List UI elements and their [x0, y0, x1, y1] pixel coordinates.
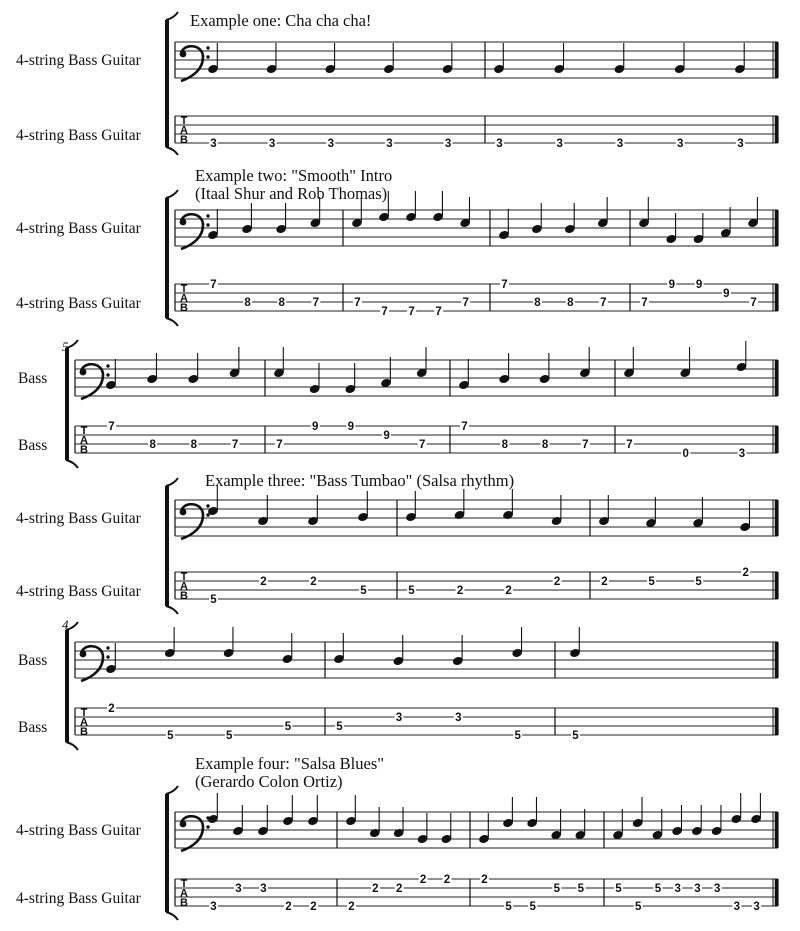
tab-fret-number: 9 [347, 421, 355, 433]
bracket-hook-top [166, 478, 178, 486]
tab-fret-number: 9 [668, 279, 675, 291]
tab-clef-icon [80, 707, 88, 738]
tab-fret-number: 7 [231, 439, 239, 451]
tab-fret-number: 7 [210, 279, 217, 291]
tab-fret-number: 3 [616, 138, 624, 150]
note [459, 197, 471, 228]
tab-fret-number: 9 [723, 288, 730, 300]
tab-fret-number: 8 [190, 439, 198, 451]
note [679, 347, 691, 378]
tab-fret-number: 7 [276, 439, 283, 451]
tab-fret-number: 5 [553, 883, 560, 895]
example-title: Example one: Cha cha cha! [190, 11, 372, 30]
note [380, 357, 392, 388]
note [623, 347, 635, 378]
note [281, 633, 293, 664]
tab-fret-number: 7 [312, 297, 320, 309]
tab-fret-number: 3 [235, 883, 242, 895]
tab-fret-number: 5 [615, 883, 622, 895]
system-4 [16, 471, 778, 614]
tab-fret-number: 7 [435, 306, 442, 318]
note [273, 347, 285, 378]
tab-fret-number: 5 [695, 576, 702, 588]
system-6 [16, 754, 778, 920]
tab-fret-number: 7 [381, 306, 388, 318]
tab-fret-number: 3 [694, 883, 701, 895]
example-title: Example two: "Smooth" Intro [195, 166, 393, 185]
bracket-hook-top [166, 12, 178, 20]
tab-fret-number: 3 [268, 138, 276, 150]
tab-fret-number: 5 [572, 730, 579, 742]
tab-fret-number: 2 [742, 567, 749, 579]
note [574, 809, 586, 840]
note [333, 633, 345, 664]
tab-fret-number: 7 [501, 279, 508, 291]
tab-fret-number: 7 [626, 439, 633, 451]
note [493, 43, 505, 74]
tab-label: Bass [18, 437, 48, 454]
note [502, 489, 514, 520]
tab-fret-number: 7 [408, 306, 415, 318]
tab-fret-number: 3 [556, 138, 563, 150]
tab-fret-number: 5 [408, 585, 415, 597]
tab-fret-number: 2 [260, 576, 267, 588]
tab-clef-letter: B [80, 444, 88, 456]
staff-label: Bass [18, 370, 48, 387]
tab-fret-number: 9 [695, 279, 703, 291]
staff-label: Bass [18, 652, 48, 669]
tab-fret-number: 5 [167, 730, 174, 742]
bracket-hook-top [166, 190, 178, 198]
tab-clef-letter: T [180, 571, 188, 583]
note [454, 489, 466, 520]
example-subtitle: (Gerardo Colon Ortiz) [195, 772, 343, 791]
tab-label: 4-string Bass Guitar [16, 295, 141, 312]
tab-fret-number: 7 [600, 297, 607, 309]
staff-label: 4-string Bass Guitar [16, 822, 141, 839]
tab-label: 4-string Bass Guitar [16, 583, 141, 600]
tab-clef-letter: T [180, 283, 188, 295]
note [357, 491, 369, 522]
note [736, 341, 748, 372]
tab-clef-icon [180, 878, 188, 909]
example-title: Example four: "Salsa Blues" [195, 754, 384, 773]
tab-fret-number: 8 [244, 297, 251, 309]
note [569, 627, 581, 658]
tab-clef-letter: T [80, 707, 88, 719]
tab-fret-number: 3 [210, 901, 217, 913]
note [405, 191, 417, 222]
tab-clef-letter: B [180, 134, 188, 146]
tab-fret-number: 5 [284, 721, 292, 733]
tab-fret-number: 3 [386, 138, 393, 150]
note [307, 795, 319, 826]
tab-fret-number: 2 [456, 585, 464, 597]
note [665, 213, 677, 244]
note [730, 793, 742, 824]
tab-fret-number: 3 [455, 712, 462, 724]
note [502, 797, 514, 828]
tab-fret-number: 8 [501, 439, 508, 451]
tab-fret-number: 5 [336, 721, 343, 733]
tab-fret-number: 5 [635, 901, 642, 913]
staff-label: 4-string Bass Guitar [16, 220, 141, 237]
note [750, 793, 762, 824]
tab-fret-number: 2 [505, 585, 512, 597]
note [309, 363, 321, 394]
tab-fret-number: 8 [278, 297, 285, 309]
example-subtitle: (Itaal Shur and Rob Thomas) [195, 184, 388, 203]
note [651, 809, 663, 840]
note [344, 363, 356, 394]
system-5 [18, 617, 778, 750]
tab-fret-number: 3 [738, 448, 746, 460]
tab-fret-number: 3 [733, 901, 741, 913]
note [597, 197, 609, 228]
tab-clef-letter: T [80, 425, 88, 437]
tab-fret-number: 7 [582, 439, 589, 451]
note [638, 197, 650, 228]
tab-fret-number: 2 [481, 874, 488, 886]
tab-clef-letter: A [80, 434, 88, 447]
tab-fret-number: 2 [108, 703, 115, 715]
note [692, 497, 704, 528]
tab-fret-number: 3 [327, 138, 334, 150]
bracket-hook-bottom [166, 606, 178, 614]
note [442, 43, 454, 74]
bracket-hook-bottom [166, 912, 178, 920]
tab-fret-number: 8 [534, 297, 541, 309]
tab-fret-number: 5 [577, 883, 585, 895]
example-title: Example three: "Bass Tumbao" (Salsa rhythm) [205, 471, 515, 490]
note [739, 501, 751, 532]
tab-fret-number: 8 [149, 439, 156, 451]
note [612, 809, 624, 840]
tab-label: 4-string Bass Guitar [16, 890, 141, 907]
tab-clef-letter: B [180, 897, 188, 909]
tab-fret-number: 0 [682, 448, 689, 460]
measure-number: 4 [62, 617, 69, 632]
tab-fret-number: 5 [529, 901, 536, 913]
staff-label: 4-string Bass Guitar [16, 52, 141, 69]
note [498, 209, 510, 240]
tab-clef-icon [180, 283, 188, 314]
note [458, 359, 470, 390]
tab-clef-letter: A [180, 124, 188, 137]
note [550, 809, 562, 840]
tab-fret-number: 9 [383, 430, 390, 442]
tab-fret-number: 5 [648, 576, 655, 588]
tab-clef-letter: A [180, 292, 188, 305]
tab-clef-letter: B [180, 302, 188, 314]
tab-fret-number: 5 [654, 883, 662, 895]
note [674, 43, 686, 74]
tab-fret-number: 3 [737, 138, 744, 150]
note [432, 191, 444, 222]
tab-clef-letter: A [80, 716, 88, 729]
tab-fret-number: 2 [419, 874, 427, 886]
tab-fret-number: 2 [285, 901, 292, 913]
tab-fret-number: 7 [419, 439, 426, 451]
tab-fret-number: 8 [541, 439, 549, 451]
tab-fret-number: 9 [311, 421, 319, 433]
tab-fret-number: 5 [210, 594, 217, 606]
note [747, 197, 759, 228]
tab-fret-number: 3 [496, 138, 503, 150]
tab-fret-number: 5 [514, 730, 521, 742]
note [416, 347, 428, 378]
measure-number: 5 [62, 339, 69, 354]
note [526, 797, 538, 828]
tab-fret-number: 2 [601, 576, 608, 588]
system-2 [16, 166, 778, 326]
tab-fret-number: 2 [443, 874, 451, 886]
tab-clef-icon [80, 425, 88, 456]
note [693, 213, 705, 244]
tab-clef-letter: T [180, 878, 188, 890]
tab-fret-number: 3 [674, 883, 681, 895]
note [345, 795, 357, 826]
tab-fret-number: 3 [676, 138, 684, 150]
tab-clef-letter: B [180, 590, 188, 602]
tab-fret-number: 2 [396, 883, 403, 895]
note [223, 627, 235, 658]
tab-clef-icon [180, 571, 188, 602]
tab-label: 4-string Bass Guitar [16, 127, 141, 144]
tab-fret-number: 7 [462, 297, 469, 309]
note [266, 43, 278, 74]
note [383, 43, 395, 74]
note [417, 813, 429, 844]
tab-fret-number: 7 [354, 297, 361, 309]
bracket-hook-bottom [166, 147, 178, 155]
bracket-hook-bottom [166, 318, 178, 326]
tab-label: Bass [18, 719, 48, 736]
tab-fret-number: 3 [713, 883, 721, 895]
note [324, 43, 336, 74]
tab-fret-number: 2 [553, 576, 561, 588]
tab-fret-number: 3 [210, 138, 217, 150]
tab-fret-number: 3 [444, 138, 452, 150]
tab-clef-letter: A [180, 887, 188, 900]
tab-fret-number: 2 [372, 883, 379, 895]
note [207, 793, 219, 824]
note [440, 813, 452, 844]
tab-fret-number: 7 [750, 297, 757, 309]
note [282, 795, 294, 826]
tab-clef-icon [180, 115, 188, 146]
tab-clef-letter: A [180, 580, 188, 593]
bracket-hook-bottom [66, 460, 78, 468]
bracket-hook-top [166, 786, 178, 794]
tab-fret-number: 5 [360, 585, 367, 597]
note [579, 347, 591, 378]
note [553, 43, 565, 74]
system-3 [18, 339, 778, 468]
note [511, 627, 523, 658]
tab-fret-number: 3 [753, 901, 760, 913]
bracket-hook-bottom [66, 742, 78, 750]
tab-fret-number: 7 [108, 421, 115, 433]
tab-fret-number: 2 [310, 901, 317, 913]
tab-fret-number: 5 [225, 730, 233, 742]
tab-fret-number: 7 [461, 421, 468, 433]
system-1 [16, 11, 778, 155]
tab-clef-letter: B [80, 726, 88, 738]
tab-fret-number: 7 [641, 297, 648, 309]
staff-label: 4-string Bass Guitar [16, 510, 141, 527]
tab-fret-number: 8 [567, 297, 574, 309]
note [613, 43, 625, 74]
tab-clef-letter: T [180, 115, 188, 127]
tab-fret-number: 2 [348, 901, 355, 913]
tab-fret-number: 3 [395, 712, 403, 724]
note [632, 797, 644, 828]
note [734, 43, 746, 74]
note [478, 813, 490, 844]
note [645, 497, 657, 528]
note [229, 347, 241, 378]
note [405, 491, 417, 522]
note [720, 207, 732, 238]
note [164, 627, 176, 658]
tab-fret-number: 5 [505, 901, 512, 913]
tab-fret-number: 3 [260, 883, 267, 895]
tab-fret-number: 2 [310, 576, 317, 588]
